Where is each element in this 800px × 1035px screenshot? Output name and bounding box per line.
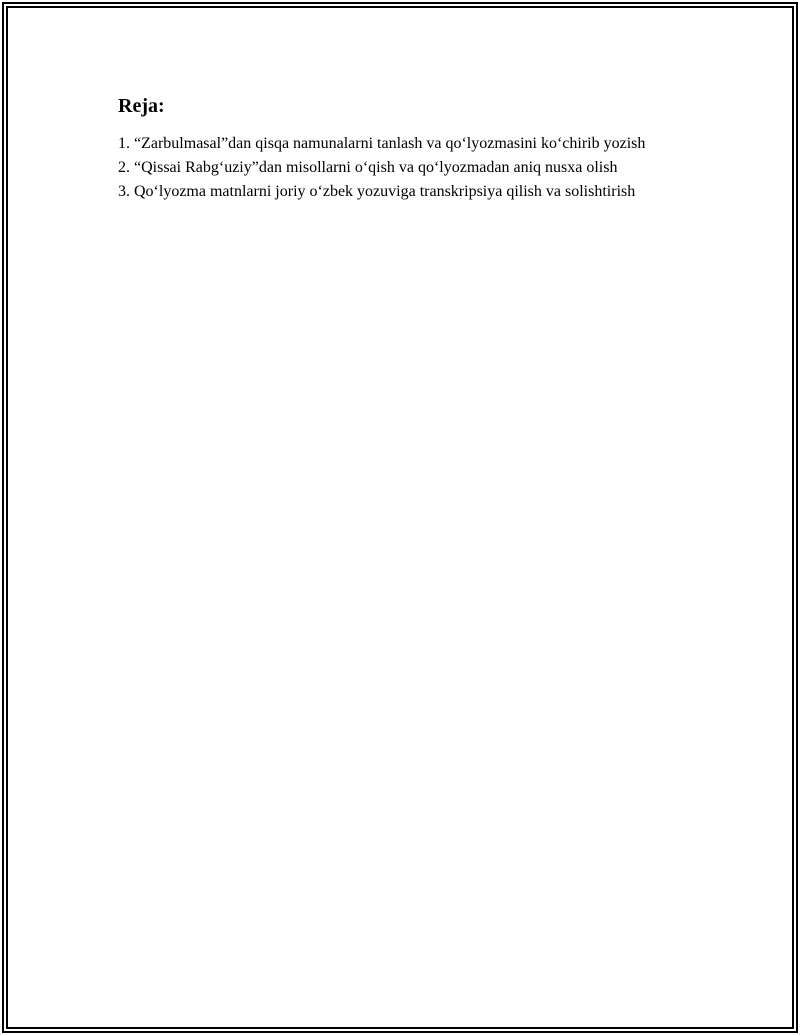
document-body: [118, 94, 688, 204]
plan-list: [118, 132, 688, 204]
plan-heading: Reja:: [118, 95, 165, 117]
plan-item-1: 1. “Zarbulmasal”dan qisqa namunalarni tanlash va qo‘lyozmasini ko‘chirib yozish: [118, 135, 646, 152]
plan-item-2: 2. “Qissai Rabg‘uziy”dan misollarni o‘qish va qo‘lyozmadan aniq nusxa olish: [118, 159, 618, 176]
plan-item-3: 3. Qo‘lyozma matnlarni joriy o‘zbek yozuviga transkripsiya qilish va solishtirish: [118, 183, 636, 200]
